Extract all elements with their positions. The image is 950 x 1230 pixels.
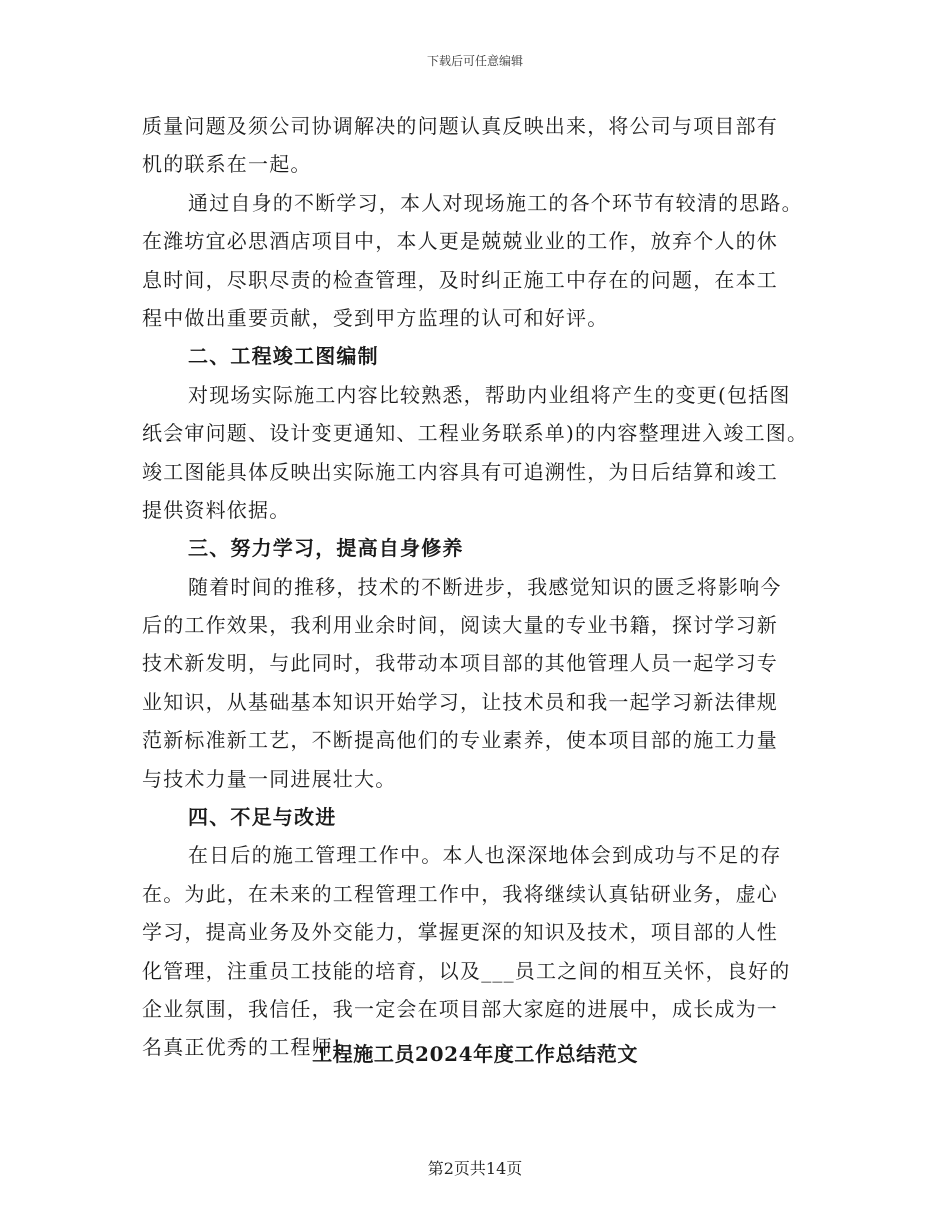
body-line: 名真正优秀的工程师! bbox=[142, 1035, 343, 1060]
body-line: 随着时间的推移，技术的不断进步，我感觉知识的匮乏将影响今 bbox=[188, 574, 782, 599]
body-line: 企业氛围，我信任，我一定会在项目部大家庭的进展中，成长成为一 bbox=[142, 996, 778, 1021]
body-line: 在日后的施工管理工作中。本人也深深地体会到成功与不足的存 bbox=[188, 843, 782, 868]
body-line: 学习，提高业务及外交能力，掌握更深的知识及技术，项目部的人性 bbox=[142, 920, 778, 945]
body-line: 机的联系在一起。 bbox=[142, 152, 312, 177]
section-heading: 四、不足与改进 bbox=[188, 805, 337, 830]
document-body bbox=[142, 107, 822, 1067]
body-line: 在。为此，在未来的工程管理工作中，我将继续认真钻研业务，虚心 bbox=[142, 881, 778, 906]
body-line: 纸会审问题、设计变更通知、工程业务联系单)的内容整理进入竣工图。 bbox=[142, 421, 809, 446]
body-line: 通过自身的不断学习，本人对现场施工的各个环节有较清的思路。 bbox=[188, 190, 803, 215]
body-line: 化管理，注重员工技能的培育，以及___员工之间的相互关怀，良好的 bbox=[142, 958, 791, 983]
body-line: 业知识，从基础基本知识开始学习，让技术员和我一起学习新法律规 bbox=[142, 689, 778, 714]
body-line: 程中做出重要贡献，受到甲方监理的认可和好评。 bbox=[142, 305, 609, 330]
body-line: 竣工图能具体反映出实际施工内容具有可追溯性，为日后结算和竣工 bbox=[142, 459, 778, 484]
body-line: 对现场实际施工内容比较熟悉，帮助内业组将产生的变更(包括图 bbox=[188, 382, 791, 407]
document-title: 工程施工员2024年度工作总结范文 bbox=[312, 1042, 638, 1066]
body-line: 息时间，尽职尽责的检查管理，及时纠正施工中存在的问题，在本工 bbox=[142, 267, 778, 292]
page-number: 第2页共14页 bbox=[427, 1159, 523, 1178]
section-heading: 三、努力学习，提高自身修养 bbox=[188, 536, 464, 561]
body-line: 提供资料依据。 bbox=[142, 497, 291, 522]
body-line: 后的工作效果，我利用业余时间，阅读大量的专业书籍，探讨学习新 bbox=[142, 613, 778, 638]
body-line: 与技术力量一同进展壮大。 bbox=[142, 766, 397, 791]
body-line: 技术新发明，与此同时，我带动本项目部的其他管理人员一起学习专 bbox=[142, 651, 778, 676]
body-line: 范新标准新工艺，不断提高他们的专业素养，使本项目部的施工力量 bbox=[142, 728, 778, 753]
section-heading: 二、工程竣工图编制 bbox=[188, 344, 379, 369]
body-line: 在潍坊宜必思酒店项目中，本人更是兢兢业业的工作，放弃个人的休 bbox=[142, 229, 778, 254]
body-line: 质量问题及须公司协调解决的问题认真反映出来，将公司与项目部有 bbox=[142, 114, 778, 138]
page-header-note: 下载后可任意编辑 bbox=[426, 54, 523, 68]
